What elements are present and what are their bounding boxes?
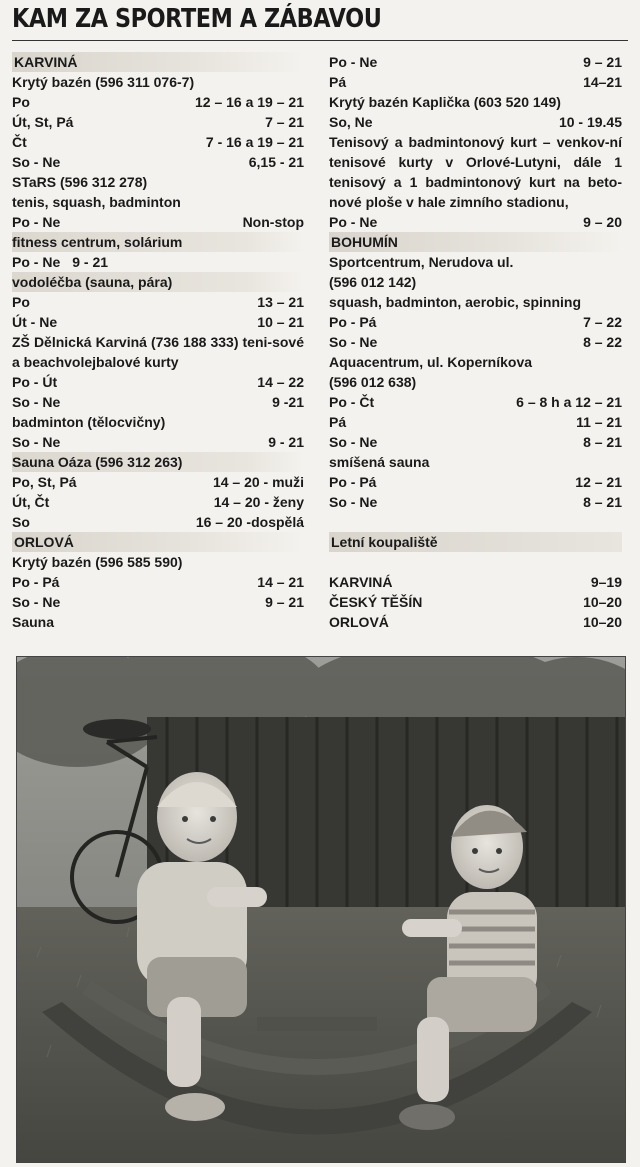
row-time: 11 – 21 bbox=[576, 414, 622, 430]
left-column bbox=[12, 52, 304, 632]
schedule-row bbox=[329, 332, 622, 352]
row-time: 14 – 21 bbox=[257, 574, 304, 590]
schedule-row bbox=[12, 292, 304, 312]
section-bohumin: BOHUMÍN bbox=[329, 232, 622, 252]
row-day: So - Ne bbox=[12, 594, 61, 610]
row-day: Út - Ne bbox=[12, 314, 58, 330]
schedule-row bbox=[329, 492, 622, 512]
spacer bbox=[329, 552, 622, 572]
schedule-row bbox=[329, 612, 622, 632]
schedule-row bbox=[12, 372, 304, 392]
aquacentrum-title: Aquacentrum, ul. Koperníkova bbox=[329, 354, 533, 370]
kaplicka-title: Krytý bazén Kaplička (603 520 149) bbox=[329, 94, 561, 110]
schedule-row bbox=[12, 572, 304, 592]
row-day: So - Ne bbox=[329, 334, 378, 350]
fitness-title: fitness centrum, solárium bbox=[12, 232, 304, 252]
schedule-row bbox=[329, 572, 622, 592]
sportcentrum-sub: squash, badminton, aerobic, spinning bbox=[329, 294, 582, 310]
schedule-row bbox=[12, 252, 304, 272]
row-day: Po - Ne bbox=[12, 254, 61, 270]
row-day: So bbox=[12, 514, 30, 530]
schedule-row bbox=[12, 132, 304, 152]
row-place: ORLOVÁ bbox=[329, 614, 389, 630]
row-day: Út, St, Pá bbox=[12, 114, 74, 130]
row-day: Pá bbox=[329, 414, 347, 430]
row-time: 14 – 20 - ženy bbox=[213, 494, 304, 510]
row-day: Po, St, Pá bbox=[12, 474, 77, 490]
schedule-row bbox=[12, 92, 304, 112]
row-day: So - Ne bbox=[329, 494, 378, 510]
schedule-row bbox=[329, 392, 622, 412]
row-time: 6,15 - 21 bbox=[248, 154, 304, 170]
photo-two-toddlers-on-rocker bbox=[16, 656, 626, 1163]
sauna-oaza-title: Sauna Oáza (596 312 263) bbox=[12, 452, 304, 472]
schedule-row bbox=[329, 72, 622, 92]
row-day: Po - Čt bbox=[329, 394, 375, 410]
row-time: 7 - 16 a 19 – 21 bbox=[205, 134, 304, 150]
headline-rule bbox=[12, 40, 628, 41]
row-time: 14 – 22 bbox=[257, 374, 304, 390]
section-orlova: ORLOVÁ bbox=[12, 532, 304, 552]
row-day: Po - Pá bbox=[12, 574, 60, 590]
stars-sub: tenis, squash, badminton bbox=[12, 194, 181, 210]
row-time: 10–20 bbox=[583, 614, 622, 630]
schedule-row bbox=[12, 472, 304, 492]
sportcentrum-title: Sportcentrum, Nerudova ul. bbox=[329, 254, 514, 270]
row-time: 9 – 21 bbox=[265, 594, 304, 610]
row-time: 7 – 21 bbox=[265, 114, 304, 130]
row-day: So, Ne bbox=[329, 114, 373, 130]
schedule-row bbox=[329, 212, 622, 232]
row-day: Po - Ne bbox=[12, 214, 61, 230]
row-time: 9 - 21 bbox=[268, 434, 304, 450]
row-day: So - Ne bbox=[12, 154, 61, 170]
row-time: 8 – 22 bbox=[583, 334, 622, 350]
row-day: So - Ne bbox=[12, 434, 61, 450]
schedule-row bbox=[329, 412, 622, 432]
schedule-row bbox=[12, 212, 304, 232]
row-day: Pá bbox=[329, 74, 347, 90]
row-time: 10 – 21 bbox=[257, 314, 304, 330]
row-time: 12 – 21 bbox=[575, 474, 622, 490]
schedule-row bbox=[12, 512, 304, 532]
row-time: 6 – 8 h a 12 – 21 bbox=[516, 394, 622, 410]
row-time: 14–21 bbox=[583, 74, 622, 90]
page-headline: KAM ZA SPORTEM A ZÁBAVOU bbox=[12, 4, 382, 34]
schedule-row bbox=[12, 312, 304, 332]
row-day: Po - Pá bbox=[329, 314, 377, 330]
row-day: Po - Pá bbox=[329, 474, 377, 490]
orlova-sauna: Sauna bbox=[12, 614, 55, 630]
row-day: So - Ne bbox=[329, 434, 378, 450]
schedule-row bbox=[12, 152, 304, 172]
schedule-row bbox=[329, 432, 622, 452]
schedule-row bbox=[12, 432, 304, 452]
row-time: 7 – 22 bbox=[583, 314, 622, 330]
bazen-title: Krytý bazén (596 311 076-7) bbox=[12, 74, 195, 90]
row-time: 9 - 21 bbox=[72, 254, 109, 270]
row-place: ČESKÝ TĚŠÍN bbox=[329, 594, 423, 610]
schedule-row bbox=[329, 592, 622, 612]
schedule-row bbox=[329, 112, 622, 132]
row-day: Út, Čt bbox=[12, 494, 50, 510]
row-time: 16 – 20 -dospělá bbox=[195, 514, 304, 530]
row-time: 13 – 21 bbox=[257, 294, 304, 310]
photo-illustration bbox=[17, 657, 625, 1162]
schedule-row bbox=[12, 492, 304, 512]
row-time: 8 – 21 bbox=[583, 494, 622, 510]
schedule-row bbox=[12, 592, 304, 612]
row-time: 9 – 21 bbox=[583, 54, 622, 70]
section-letni-koupaliste: Letní koupaliště bbox=[329, 532, 622, 552]
right-column bbox=[329, 52, 622, 632]
row-time: 9 – 20 bbox=[583, 214, 622, 230]
zs-title: ZŠ Dělnická Karviná (736 188 333) teni-sové a beachvolejbalové kurty bbox=[12, 334, 304, 370]
section-karvina: KARVINÁ bbox=[12, 52, 304, 72]
stars-title: STaRS (596 312 278) bbox=[12, 174, 148, 190]
row-time: 9–19 bbox=[590, 574, 622, 590]
spacer bbox=[329, 512, 622, 532]
row-time: 8 – 21 bbox=[583, 434, 622, 450]
row-place: KARVINÁ bbox=[329, 574, 393, 590]
smisena-sauna-title: smíšená sauna bbox=[329, 454, 430, 470]
schedule-row bbox=[329, 312, 622, 332]
badminton-title: badminton (tělocvičny) bbox=[12, 414, 166, 430]
schedule-row bbox=[329, 472, 622, 492]
row-day: Po - Út bbox=[12, 374, 58, 390]
row-time: 10–20 bbox=[583, 594, 622, 610]
row-time: 10 - 19.45 bbox=[558, 114, 622, 130]
schedule-row bbox=[329, 52, 622, 72]
row-day: So - Ne bbox=[12, 394, 61, 410]
row-day: Po - Ne bbox=[329, 214, 378, 230]
row-time: 12 – 16 a 19 – 21 bbox=[195, 94, 304, 110]
orlova-bazen-title: Krytý bazén (596 585 590) bbox=[12, 554, 183, 570]
schedule-row bbox=[12, 392, 304, 412]
sportcentrum-phone: (596 012 142) bbox=[329, 274, 417, 290]
row-day: Po - Ne bbox=[329, 54, 378, 70]
row-time: 14 – 20 - muži bbox=[212, 474, 304, 490]
schedule-row bbox=[12, 112, 304, 132]
row-day: Po bbox=[12, 94, 30, 110]
row-time: 9 -21 bbox=[272, 394, 304, 410]
row-day: Čt bbox=[12, 134, 27, 150]
vodolecba-title: vodoléčba (sauna, pára) bbox=[12, 272, 304, 292]
row-time: Non-stop bbox=[242, 214, 304, 230]
aquacentrum-phone: (596 012 638) bbox=[329, 374, 417, 390]
tenis-text: Tenisový a badmintonový kurt – venkov-ní tenisové kurty v Orlové-Lutyni, dále 1 tenisový a 1 badmintonový kurt na beto-nové ploše v hale zimního stadionu, bbox=[329, 134, 622, 210]
row-day: Po bbox=[12, 294, 30, 310]
